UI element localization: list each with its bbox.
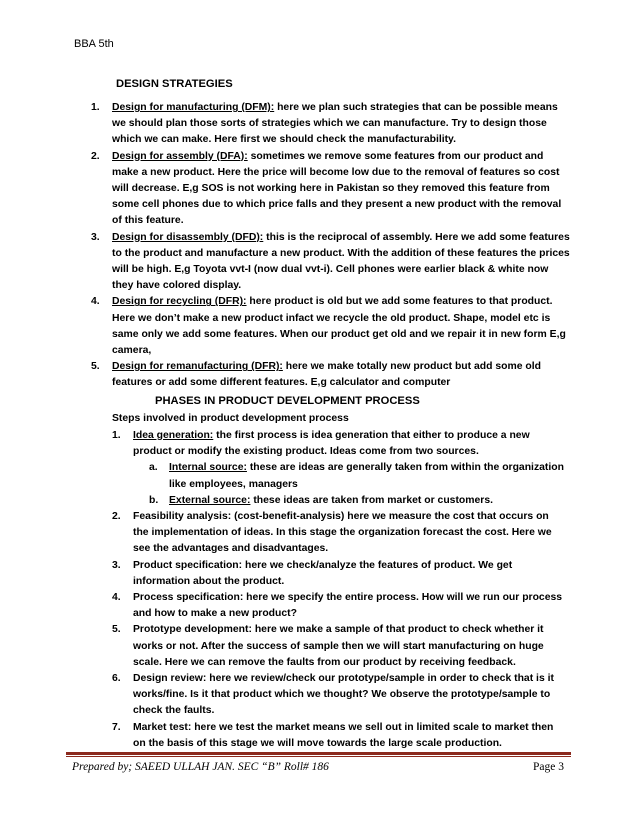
item-text: this is the reciprocal of assembly. Here we add some features to the product and manufacture a new product. With the addition of these features the prices will be high. E,g Toyota vvt-I (now dual vvt-i). Cell phones were earlier black & white now they have colored display. [112, 231, 570, 292]
item-number: 5. [112, 624, 121, 636]
item-term: Internal source: [169, 462, 247, 474]
item-number: 4. [91, 296, 100, 308]
list-item [112, 720, 567, 752]
item-text: the first process is idea generation that either to produce a new product or modify the existing product. Ideas come from two sources. [133, 430, 530, 458]
section-title-design-strategies: DESIGN STRATEGIES [116, 78, 233, 90]
item-letter: b. [149, 494, 159, 506]
page-header: BBA 5th [74, 38, 114, 50]
item-body [169, 460, 567, 492]
item-number: 3. [91, 231, 100, 243]
sub-list-item [149, 493, 567, 509]
section-intro: Steps involved in product development process [112, 413, 349, 424]
item-text: Market test: here we test the market means we sell out in limited scale to market then on the basis of this stage we will move towards the large scale production. [133, 721, 554, 749]
item-term: Design for recycling (DFR): [112, 296, 247, 308]
footer-prepared-by: Prepared by; SAEED ULLAH JAN. SEC “B” Roll# 186 [72, 761, 329, 773]
item-number: 2. [91, 150, 100, 162]
item-text: Process specification: here we specify the entire process. How will we run our process and how to make a new product? [133, 592, 563, 620]
list-item [91, 100, 571, 149]
footer-rule-thick [66, 752, 571, 755]
item-text: Product specification: here we check/analyze the features of product. We get information about the product. [133, 559, 513, 587]
list-item [91, 359, 571, 391]
footer-rule-thin [66, 756, 571, 757]
item-term: Design for remanufacturing (DFR): [112, 361, 283, 373]
page-number: Page 3 [533, 761, 564, 773]
item-number: 1. [112, 430, 121, 441]
item-number: 5. [91, 361, 100, 373]
item-body [112, 230, 571, 295]
item-term: Idea generation: [133, 430, 214, 441]
item-text: Prototype development: here we make a sample of that product to check whether it works or not. After the success of sample then we will start manufacturing on huge scale. Here we can remove the faults from our product by receiving feedback. [133, 624, 544, 668]
list-item [91, 230, 571, 295]
design-strategies-list [91, 100, 571, 392]
list-item [112, 590, 567, 622]
item-number: 2. [112, 511, 121, 523]
list-item [112, 558, 567, 590]
item-text: sometimes we remove some features from our product and make a new product. Here the price will become low due to the removal of features so cost will decrease. E,g SOS is not working here in Pakistan so they removed this feature from some cell phones due to which price falls and they present a new product with the removal of this feature. [112, 150, 562, 227]
sub-list-item [149, 460, 567, 492]
item-term: Design for manufacturing (DFM): [112, 102, 275, 113]
item-text: Feasibility analysis: (cost-benefit-analysis) here we measure the cost that occurs on the implementation of ideas. In this stage the organization forecast the cost. Here we see the advantages and disadvantages. [133, 511, 552, 555]
item-number: 6. [112, 673, 121, 685]
item-text: Design review: here we review/check our prototype/sample in order to check that is it works/fine. Is it that product which we thought? We observe the prototype/sample to check the faults. [133, 673, 554, 717]
list-item [112, 671, 567, 720]
item-number: 3. [112, 559, 121, 571]
item-number: 1. [91, 102, 100, 113]
item-number: 4. [112, 592, 121, 604]
list-item [112, 428, 567, 460]
section-title-phases: PHASES IN PRODUCT DEVELOPMENT PROCESS [155, 395, 420, 407]
item-body [133, 428, 567, 460]
item-text: here product is old but we add some features to that product. Here we don’t make a new product infact we recycle the old product. Shape, model etc is same only we add some features. When our product get old and we repair it in new form E,g camera, [112, 296, 566, 357]
list-item [112, 509, 567, 558]
item-text: these are ideas are generally taken from within the organization like employees, managers [169, 462, 564, 490]
item-number: 7. [112, 721, 121, 733]
list-item [91, 294, 571, 359]
item-text: here we make totally new product but add some old features or add some different features. E,g calculator and computer [112, 361, 541, 389]
phases-list [112, 428, 567, 752]
list-item [112, 622, 567, 671]
item-term: External source: [169, 494, 251, 506]
item-body [112, 294, 571, 359]
item-text: here we plan such strategies that can be possible means we should plan those sorts of strategies which we can manufacture. Try to design those which we can make. Here first we should check the manufacturability. [112, 102, 558, 146]
item-term: Design for assembly (DFA): [112, 150, 248, 162]
item-text: these ideas are taken from market or customers. [250, 494, 493, 506]
item-term: Design for disassembly (DFD): [112, 231, 264, 243]
item-body [112, 100, 571, 149]
item-letter: a. [149, 462, 158, 474]
item-body [169, 493, 567, 509]
item-body [112, 359, 571, 391]
item-body [112, 149, 571, 230]
list-item [91, 149, 571, 230]
